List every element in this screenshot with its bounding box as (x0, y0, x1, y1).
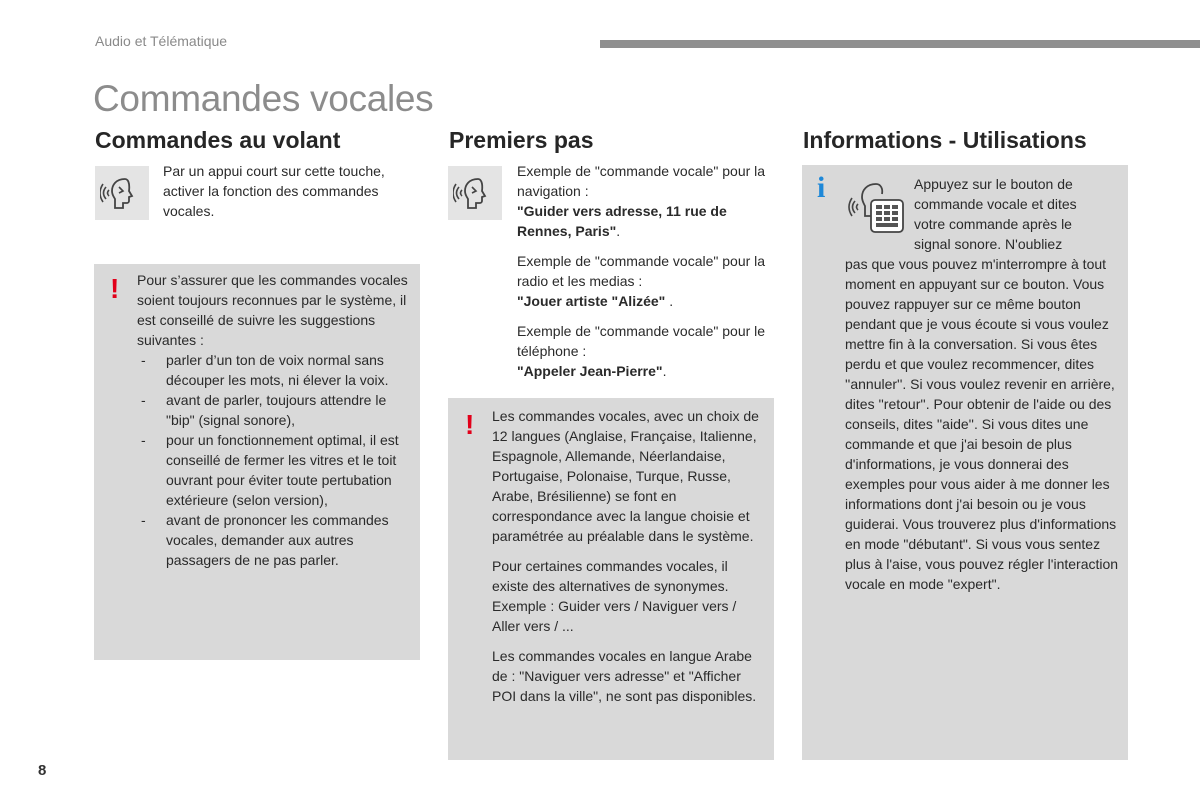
voice-command-icon (95, 166, 149, 220)
arabic-paragraph: Les commandes vocales en langue Arabe de : "Naviguer vers adresse" et "Afficher POI dans la ville", ne sont pas disponibles. (492, 648, 757, 704)
example-command: "Appeler Jean-Pierre" (517, 363, 663, 379)
exclamation-icon: ! (465, 409, 475, 440)
page-number: 8 (38, 762, 47, 779)
example-suffix: . (665, 293, 674, 309)
example-command: "Jouer artiste "Alizée" (517, 293, 666, 309)
column-title-informations-utilisations: Informations - Utilisations (803, 127, 1087, 153)
exclamation-icon: ! (110, 273, 120, 304)
list-item: - avant de parler, toujours attendre le "bip" (signal sonore), (137, 390, 411, 430)
voice-command-icon (448, 166, 502, 220)
suggestions-list (137, 350, 411, 570)
header-section-title: Audio et Télématique (95, 33, 228, 49)
intro-text: Par un appui court sur cette touche, activer la fonction des commandes vocales. (163, 163, 385, 219)
info-text-line: Appuyez sur le bouton de (914, 176, 1073, 192)
warning-content (137, 270, 411, 570)
example-text: Exemple de "commande vocale" pour le téléphone : (517, 323, 766, 359)
example-suffix: . (616, 223, 621, 239)
info-text-line: votre commande après le (914, 216, 1072, 232)
list-item: - parler d’un ton de voix normal sans découper les mots, ni élever la voix. (137, 350, 411, 390)
info-text-line: signal sonore. N'oubliez (914, 236, 1063, 252)
info-icon: i (817, 171, 826, 204)
page-title: Commandes vocales (93, 78, 434, 119)
example-navigation (517, 161, 779, 241)
example-media (517, 251, 779, 311)
warning-box-suggestions (94, 264, 420, 660)
voice-command-keypad-icon (846, 180, 906, 236)
languages-paragraph: Les commandes vocales, avec un choix de 12 langues (Anglaise, Française, Italienne, Espagnole, Allemande, Néerlandaise, Portugaise, Polonaise, Turque, Russe, Arabe, Brésilienne) se font en correspondance avec la langue choisie et paramétrée au préalable dans le système. (492, 408, 759, 544)
list-item: - pour un fonctionnement optimal, il est conseillé de fermer les vitres et le toit ouvrant pour éviter toute pertubation extérieure (selon version), (137, 430, 411, 510)
example-text: Exemple de "commande vocale" pour la radio et les medias : (517, 253, 766, 289)
header-divider-bar (600, 40, 1200, 48)
warning-content (492, 406, 764, 706)
info-text-top (914, 174, 1119, 254)
column-title-premiers-pas: Premiers pas (449, 127, 594, 153)
list-item: - avant de prononcer les commandes vocales, demander aux autres passagers de ne pas parler. (137, 510, 411, 570)
example-text: Exemple de "commande vocale" pour la navigation : (517, 163, 766, 199)
examples-block (517, 161, 779, 381)
info-text-line: commande vocale et dites (914, 196, 1077, 212)
example-phone (517, 321, 779, 381)
column-title-commandes-au-volant: Commandes au volant (95, 127, 341, 153)
synonyms-paragraph: Pour certaines commandes vocales, il existe des alternatives de synonymes. Exemple : Guider vers / Naviguer vers / Aller vers / ... (492, 558, 737, 634)
example-command: "Guider vers adresse, 11 rue de Rennes, Paris" (517, 203, 727, 239)
info-box (802, 165, 1128, 760)
info-text-body: pas que vous pouvez m'interrompre à tout moment en appuyant sur ce bouton. Vous pouvez rappuyer sur ce même bouton pendant que je vous écoute si vous voulez mettre fin à la conversation. Si vous êtes perdu et que voulez recommencer, dites ''annuler''. Si vous voulez revenir en arrière, dites ''retour''. Pour obtenir de l'aide ou des conseils, dites ''aide''. Si vous dites une commande et que j'ai besoin de plus d'informations, je vous donnerai des exemples pour vous aider à me donner les informations dont j'ai besoin ou je vous guiderai. Vous trouverez plus d'informations en mode "débutant". Si vous vous sentez plus à l'aise, vous pouvez régler l'interaction vocale en mode "expert". (845, 256, 1119, 592)
warning-box-languages (448, 398, 774, 760)
warning-intro-text: Pour s’assurer que les commandes vocales soient toujours reconnues par le système, il est conseillé de suivre les suggestions suivantes : (137, 272, 408, 348)
example-suffix: . (662, 363, 667, 379)
